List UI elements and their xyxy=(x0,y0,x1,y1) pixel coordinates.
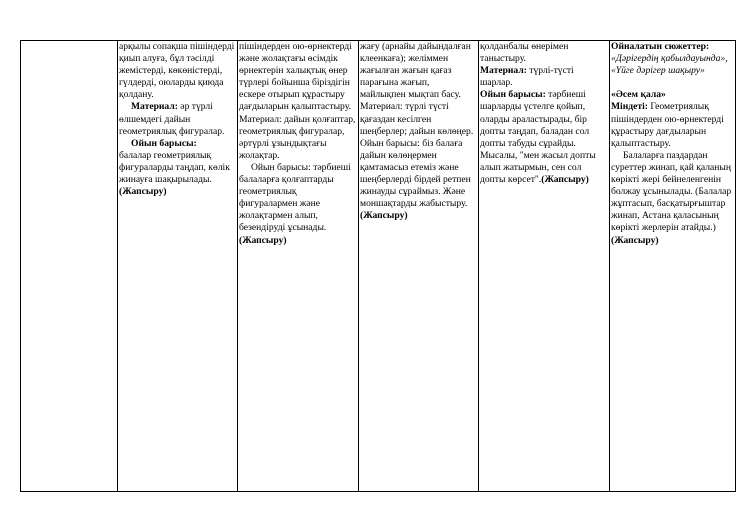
body-text: Ойын барысы: біз балаға дайын көлөңермен қамтамасыз етеміз және шеңберлерді бірдей ретпен жинауды сұраймыз. Және моншақтарды жабыстыру. xyxy=(360,137,471,210)
body-text: тәрбиеші шарларды үстелге қойып, оларды араластырады, бір допты таңдап, баладан сол допты табуды сұрайды. Мысалы, "мен жасыл допты алып жатырмын, сен сол допты көрсет". xyxy=(480,89,596,186)
bold-label: Материал: xyxy=(131,101,178,113)
paragraph xyxy=(119,150,236,198)
bold-label: Ойын барысы: xyxy=(480,89,546,101)
body-text: Материал: дайын қолғаптар, геометриялық фигуралар, әртүрлі ұзындықтағы жолақтар. xyxy=(239,113,356,161)
paragraph xyxy=(239,162,357,235)
paragraph xyxy=(611,53,734,77)
paragraph xyxy=(239,41,357,114)
table-cell-col-5 xyxy=(610,41,736,492)
paragraph xyxy=(611,41,734,53)
table-cell-col-0 xyxy=(21,41,118,492)
body-text: жағу (арнайы дайындалған клеенкаға); желіммен жағылған жағын қағаз парағына жағып, майлықпен мықтап басу. xyxy=(360,41,471,101)
activity-type-label: (Жапсыру) xyxy=(541,174,589,186)
body-text: Геометриялық пішіндерден ою-өрнектерді құрастыру дағдыларын қалыптастыру. xyxy=(611,101,724,149)
body-text: балалар геометриялық фигураларды таңдап, көлік жинауға шақырылады. xyxy=(119,149,230,186)
italic-text: «Дәрігердің қабылдауында», «Үйге дәрігер шақыру» xyxy=(611,53,728,77)
paragraph xyxy=(611,150,734,235)
paragraph xyxy=(239,114,357,162)
activity-type-label: (Жапсыру) xyxy=(239,234,287,246)
paragraph xyxy=(360,138,477,223)
activity-type-label: (Жапсыру) xyxy=(611,234,659,246)
paragraph xyxy=(239,235,357,247)
bold-label: «Әсем қала» xyxy=(611,89,666,101)
plan-table xyxy=(20,40,736,492)
body-text: Ойын барысы: тәрбиеші балаларға қолғаптарды геометриялық фигуралармен және жолақтармен алып, безендіруді ұсынады. xyxy=(239,161,351,234)
paragraph xyxy=(480,89,608,186)
body-text: Материал: түрлі түсті қағаздан кесілген шеңберлер; дайын көлөңер. xyxy=(360,101,474,137)
activity-type-label: (Жапсыру) xyxy=(360,210,408,222)
body-text: Балаларға паздардан суреттер жинап, қай қаланың көрікті жері бейнеленгенін болжау ұсынылады. (Балалар жұптасып, басқатырғыштар жинап, Астана қаласының көрікті жерлерін атайды.) xyxy=(611,149,732,234)
paragraph xyxy=(360,41,477,101)
body-text: пішіндерден ою-өрнектерді және жолақтағы өсімдік өрнектерін халықтық өнер түрлері бойынша біріздігін ескере отырып құрастыру дағдыларын қалыптастыру. xyxy=(239,41,352,113)
table-cell-col-1 xyxy=(118,41,238,492)
table-cell-col-4 xyxy=(479,41,610,492)
paragraph xyxy=(119,101,236,137)
body-text: қолданбалы өнерімен таныстыру. xyxy=(480,41,569,65)
paragraph xyxy=(360,101,477,137)
bold-label: Материал: xyxy=(480,65,527,77)
paragraph xyxy=(611,89,734,101)
table-cell-col-3 xyxy=(359,41,479,492)
table-cell-col-2 xyxy=(238,41,359,492)
paragraph xyxy=(611,235,734,247)
paragraph xyxy=(119,138,236,150)
body-text: әр түрлі өлшемдегі дайын геометриялық фигуралар. xyxy=(119,101,225,137)
paragraph xyxy=(480,65,608,89)
paragraph xyxy=(480,41,608,65)
paragraph xyxy=(611,101,734,149)
bold-label: Міндеті: xyxy=(611,101,648,113)
bold-label: Ойналатын сюжеттер: xyxy=(611,41,710,52)
body-text: түрлі-түсті шарлар. xyxy=(480,65,574,89)
activity-type-label: (Жапсыру) xyxy=(119,186,167,198)
paragraph xyxy=(119,41,236,101)
bold-label: Ойын барысы: xyxy=(131,137,197,149)
paragraph xyxy=(611,77,734,89)
body-text: арқылы сопақша пішіндерді қиып алуға, бұл тәсілді жемістерді, көкөністерді, гүлдерді, оюларды қиюда қолдану. xyxy=(119,41,235,101)
